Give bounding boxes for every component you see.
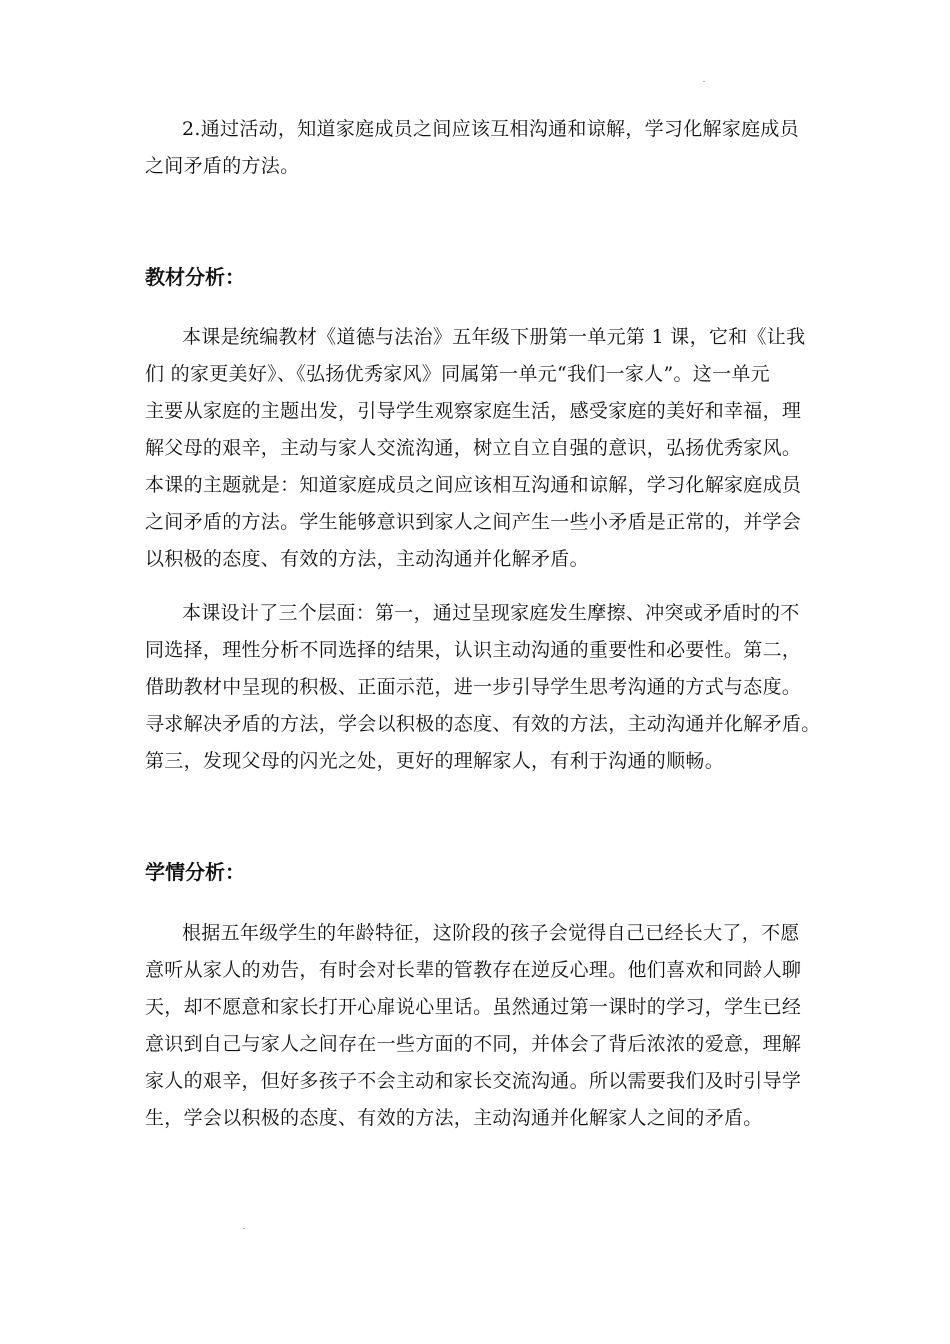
intro-line: 之间矛盾的方法。 <box>145 155 300 177</box>
paragraph-line: 主要从家庭的主题出发，引导学生观察家庭生活，感受家庭的美好和幸福，理 <box>145 400 802 422</box>
paragraph-line: 解父母的艰辛，主动与家人交流沟通，树立自立自强的意识，弘扬优秀家风。 <box>145 437 802 459</box>
paragraph-line: 同选择，理性分析不同选择的结果，认识主动沟通的重要性和必要性。第二， <box>145 639 802 661</box>
paragraph-line: 之间矛盾的方法。学生能够意识到家人之间产生一些小矛盾是正常的，并学会 <box>145 511 802 533</box>
paragraph-line: 根据五年级学生的年龄特征，这阶段的孩子会觉得自己已经长大了，不愿 <box>182 922 800 944</box>
scan-speck-bottom <box>243 1228 245 1229</box>
section-heading-learner-analysis: 学情分析： <box>145 860 245 884</box>
paragraph-line: 借助教材中呈现的积极、正面示范，进一步引导学生思考沟通的方式与态度。 <box>145 676 802 698</box>
paragraph-line: 意听从家人的劝告，有时会对长辈的管教存在逆反心理。他们喜欢和同龄人聊 <box>145 959 802 981</box>
paragraph-line: 本课是统编教材《道德与法治》五年级下册第一单元第 1 课，它和《让我 <box>182 326 806 348</box>
paragraph-line: 寻求解决矛盾的方法，学会以积极的态度、有效的方法，主动沟通并化解矛盾。 <box>145 713 821 735</box>
scan-speck-top <box>703 81 705 82</box>
paragraph-line: 生，学会以积极的态度、有效的方法，主动沟通并化解家人之间的矛盾。 <box>145 1107 763 1129</box>
paragraph-line: 意识到自己与家人之间存在一些方面的不同，并体会了背后浓浓的爱意，理解 <box>145 1033 802 1055</box>
section-heading-textbook-analysis: 教材分析： <box>145 265 245 289</box>
intro-line: 2.通过活动，知道家庭成员之间应该互相沟通和谅解，学习化解家庭成员 <box>182 118 800 140</box>
paragraph-line: 本课的主题就是：知道家庭成员之间应该相互沟通和谅解，学习化解家庭成员 <box>145 474 802 496</box>
paragraph-line: 天，却不愿意和家长打开心扉说心里话。虽然通过第一课时的学习，学生已经 <box>145 996 802 1018</box>
paragraph-line: 家人的艰辛，但好多孩子不会主动和家长交流沟通。所以需要我们及时引导学 <box>145 1070 802 1092</box>
paragraph-line: 本课设计了三个层面：第一，通过呈现家庭发生摩擦、冲突或矛盾时的不 <box>182 602 800 624</box>
paragraph-line: 以积极的态度、有效的方法，主动沟通并化解矛盾。 <box>145 548 589 570</box>
paragraph-line: 们 的家更美好》、《弘扬优秀家风》同属第一单元“我们一家人”。这一单元 <box>145 363 770 385</box>
paragraph-line: 第三，发现父母的闪光之处，更好的理解家人，有利于沟通的顺畅。 <box>145 750 725 772</box>
